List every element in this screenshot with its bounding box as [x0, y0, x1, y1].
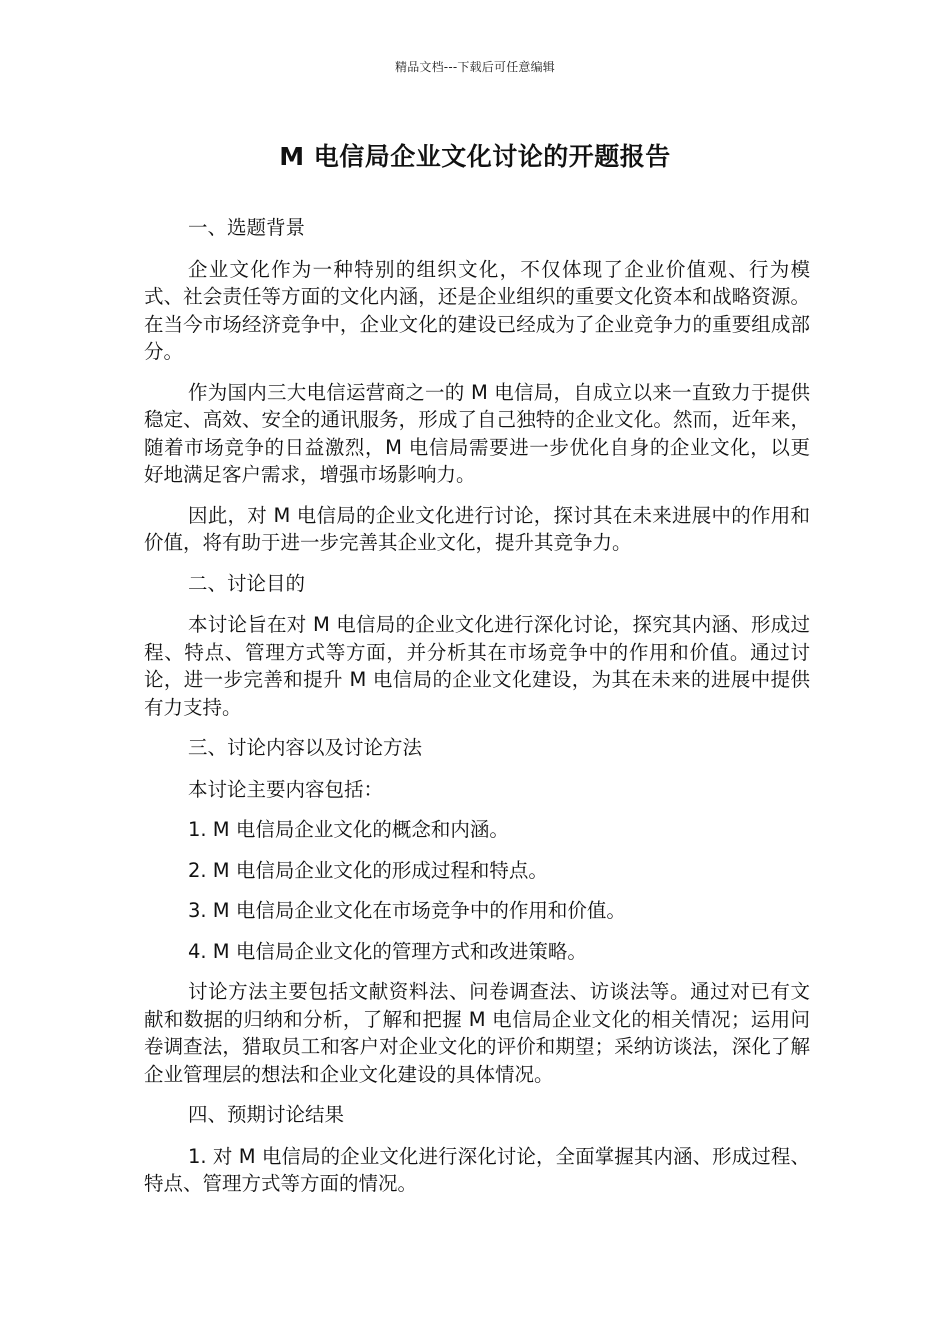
list-item: 1. M 电信局企业文化的概念和内涵。 [188, 818, 509, 841]
list-item: 1. 对 M 电信局的企业文化进行深化讨论，全面掌握其内涵、形成过程、特点、管理方式等方面的情况。 [144, 1144, 810, 1195]
list-item: 4. M 电信局企业文化的管理方式和改进策略。 [188, 939, 587, 963]
paragraph: 企业文化作为一种特别的组织文化，不仅体现了企业价值观、行为模式、社会责任等方面的文化内涵，还是企业组织的重要文化资本和战略资源。在当今市场经济竞争中，企业文化的建设已经成为了企业竞争力的重要组成部分。 [144, 257, 810, 363]
paragraph: 因此，对 M 电信局的企业文化进行讨论，探讨其在未来进展中的作用和价值，将有助于进一步完善其企业文化，提升其竞争力。 [144, 503, 810, 554]
header-note: 精品文档---下载后可任意编辑 [395, 60, 555, 74]
list-item: 3. M 电信局企业文化在市场竞争中的作用和价值。 [188, 899, 626, 922]
list-item: 2. M 电信局企业文化的形成过程和特点。 [188, 858, 548, 882]
section-heading-expected-results: 四、预期讨论结果 [188, 1103, 345, 1126]
paragraph: 本讨论旨在对 M 电信局的企业文化进行深化讨论，探究其内涵、形成过程、特点、管理方式等方面，并分析其在市场竞争中的作用和价值。通过讨论，进一步完善和提升 M 电信局的企业文化建设，为其在未来的进展中提供有力支持。 [144, 613, 810, 719]
section-heading-background: 一、选题背景 [188, 216, 306, 239]
document-body [144, 214, 810, 1211]
document-title: M 电信局企业文化讨论的开题报告 [279, 142, 671, 171]
paragraph: 本讨论主要内容包括： [188, 777, 384, 801]
paragraph: 作为国内三大电信运营商之一的 M 电信局，自成立以来一直致力于提供稳定、高效、安全的通讯服务，形成了自己独特的企业文化。然而，近年来，随着市场竞争的日益激烈，M 电信局需要进一步优化自身的企业文化，以更好地满足客户需求，增强市场影响力。 [144, 380, 810, 486]
section-heading-content-method: 三、讨论内容以及讨论方法 [188, 736, 423, 759]
section-heading-purpose: 二、讨论目的 [188, 571, 306, 595]
paragraph: 讨论方法主要包括文献资料法、问卷调查法、访谈法等。通过对已有文献和数据的归纳和分析，了解和把握 M 电信局企业文化的相关情况；运用问卷调查法，猎取员工和客户对企业文化的评价和期望；采纳访谈法，深化了解企业管理层的想法和企业文化建设的具体情况。 [144, 980, 810, 1086]
